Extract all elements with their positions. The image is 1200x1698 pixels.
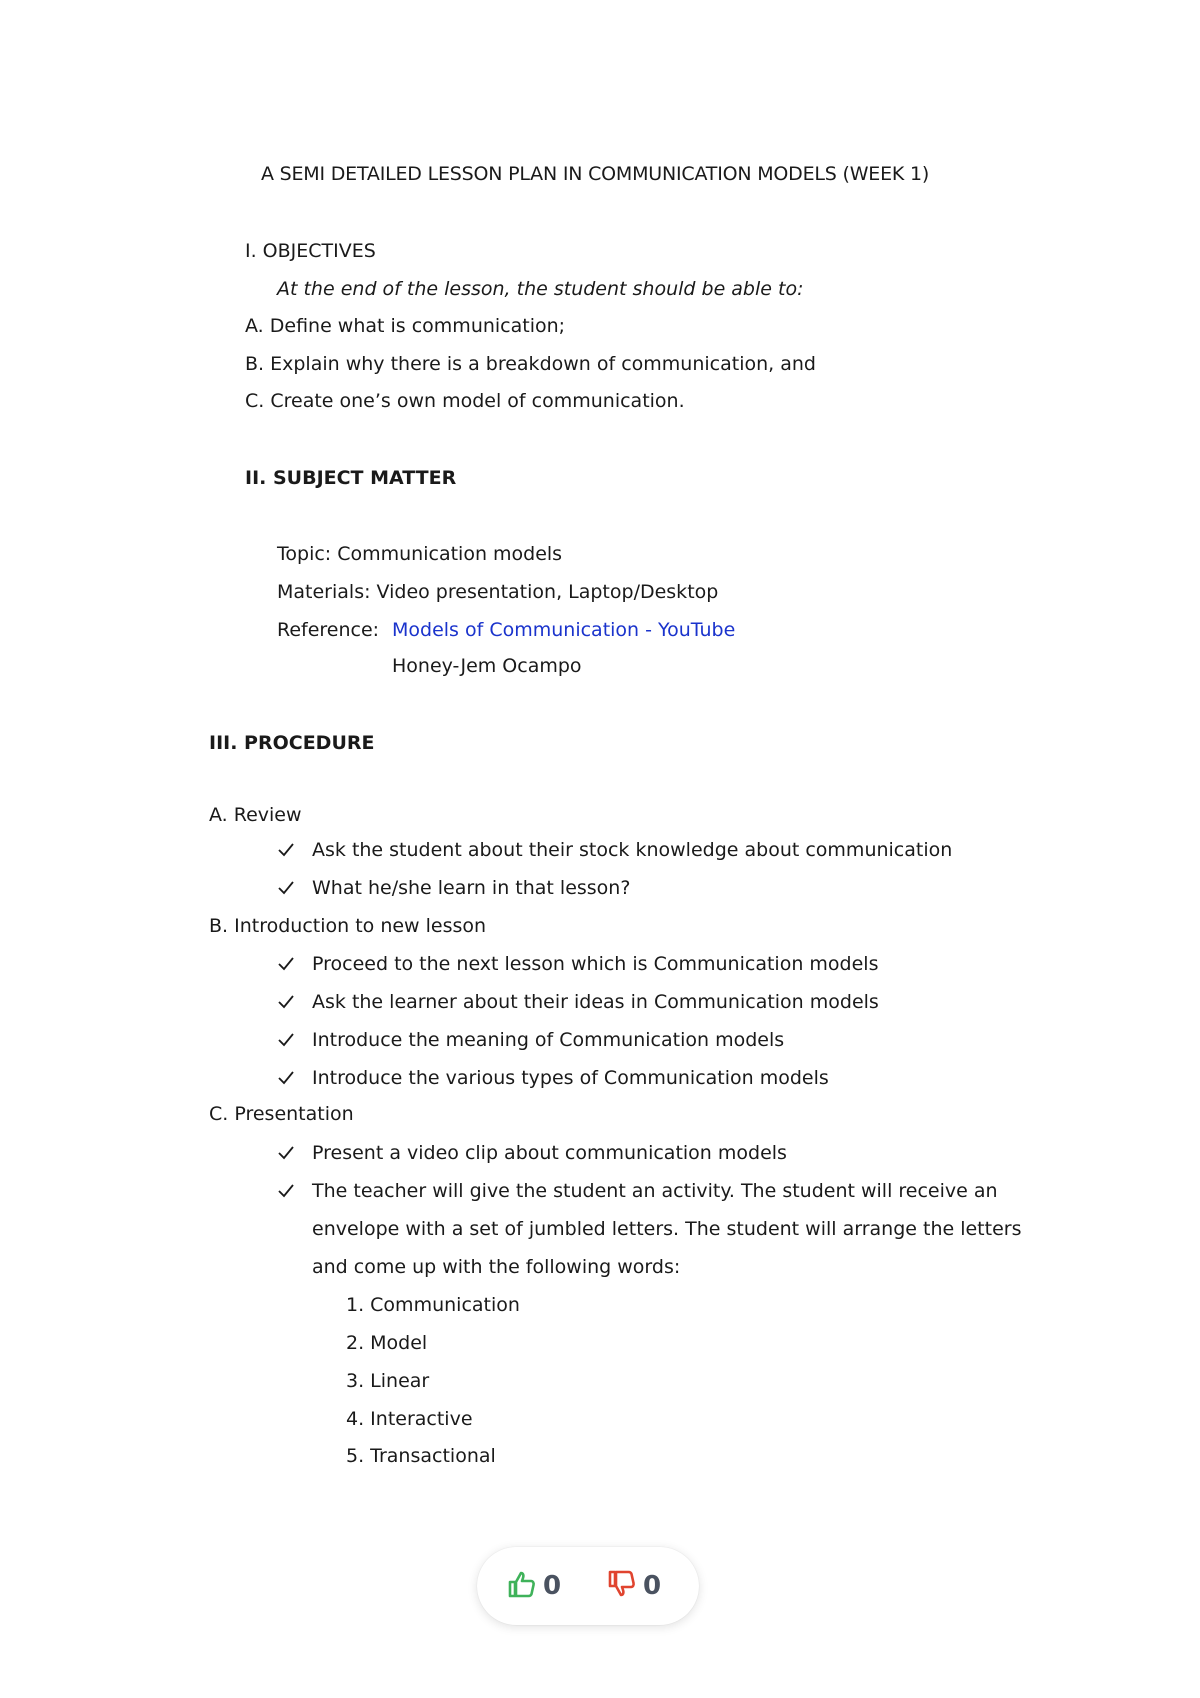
subject-materials: Materials: Video presentation, Laptop/Desktop xyxy=(277,581,719,603)
introduction-label: B. Introduction to new lesson xyxy=(209,915,487,937)
subject-topic: Topic: Communication models xyxy=(277,543,563,565)
word-item: 5. Transactional xyxy=(346,1445,496,1467)
upvote-button[interactable] xyxy=(507,1569,561,1603)
objective-item: B. Explain why there is a breakdown of communication, and xyxy=(245,353,816,375)
reference-link[interactable]: Models of Communication - YouTube xyxy=(392,619,736,641)
objective-item: A. Define what is communication; xyxy=(245,315,566,337)
word-item: 2. Model xyxy=(346,1332,428,1354)
objective-item: C. Create one’s own model of communication. xyxy=(245,390,685,412)
word-item: 1. Communication xyxy=(346,1294,520,1316)
activity-line: The teacher will give the student an activity. The student will receive an xyxy=(312,1180,998,1202)
list-item: Introduce the meaning of Communication models xyxy=(312,1029,785,1051)
word-item: 3. Linear xyxy=(346,1370,430,1392)
activity-line: and come up with the following words: xyxy=(312,1256,681,1278)
check-icon xyxy=(277,876,297,900)
downvote-button[interactable] xyxy=(607,1569,661,1603)
subject-matter-heading: II. SUBJECT MATTER xyxy=(245,467,457,489)
upvote-count: 0 xyxy=(543,1571,562,1601)
page-title: A SEMI DETAILED LESSON PLAN IN COMMUNICATION MODELS (WEEK 1) xyxy=(261,163,930,185)
objectives-intro: At the end of the lesson, the student should be able to: xyxy=(277,278,804,300)
downvote-count: 0 xyxy=(643,1571,662,1601)
check-icon xyxy=(277,952,297,976)
list-item: Present a video clip about communication models xyxy=(312,1142,787,1164)
check-icon xyxy=(277,838,297,862)
check-icon xyxy=(277,1066,297,1090)
thumbs-down-icon xyxy=(607,1569,637,1604)
list-item: What he/she learn in that lesson? xyxy=(312,877,631,899)
word-item: 4. Interactive xyxy=(346,1408,473,1430)
reference-author: Honey-Jem Ocampo xyxy=(392,655,582,677)
activity-line: envelope with a set of jumbled letters. The student will arrange the letters xyxy=(312,1218,1022,1240)
check-icon xyxy=(277,990,297,1014)
reference-label: Reference: xyxy=(277,619,380,641)
procedure-heading: III. PROCEDURE xyxy=(209,732,375,754)
check-icon xyxy=(277,1141,297,1165)
list-item: Ask the learner about their ideas in Communication models xyxy=(312,991,879,1013)
list-item: Ask the student about their stock knowledge about communication xyxy=(312,839,953,861)
check-icon xyxy=(277,1028,297,1052)
presentation-label: C. Presentation xyxy=(209,1103,354,1125)
check-icon xyxy=(277,1179,297,1203)
list-item: Introduce the various types of Communication models xyxy=(312,1067,829,1089)
review-label: A. Review xyxy=(209,804,302,826)
thumbs-up-icon xyxy=(507,1569,537,1604)
vote-bar xyxy=(477,1547,699,1625)
list-item: Proceed to the next lesson which is Communication models xyxy=(312,953,879,975)
objectives-heading: I. OBJECTIVES xyxy=(245,240,376,262)
